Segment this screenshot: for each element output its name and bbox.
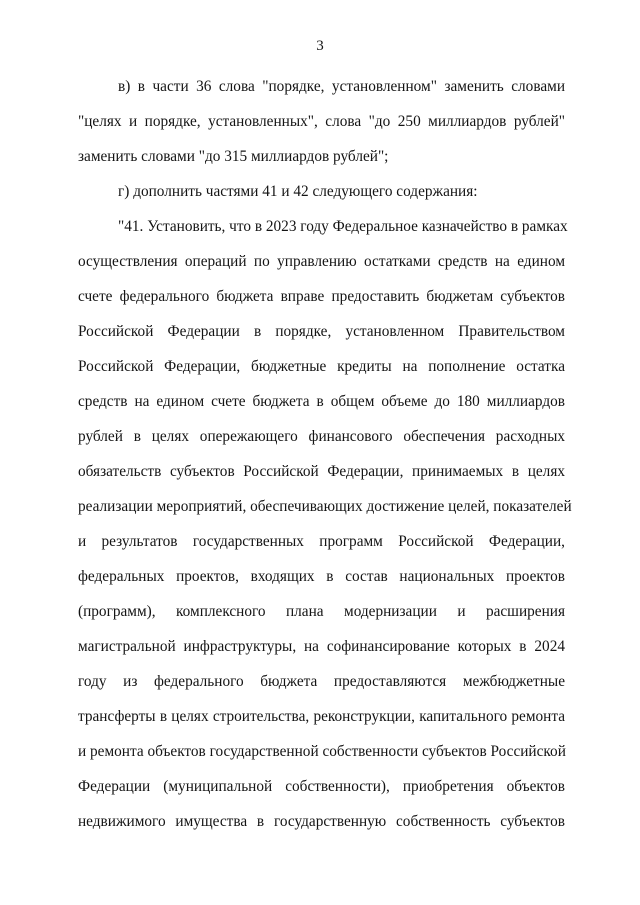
text-line-clause-v: в) в части 36 слова "порядке, установленном" заменить словами (118, 78, 565, 95)
text-line: и результатов государственных программ Российской Федерации, (78, 533, 565, 550)
text-line: году из федерального бюджета предоставляются межбюджетные (78, 673, 565, 690)
text-line: Федерации (муниципальной собственности), приобретения объектов (78, 778, 565, 795)
text-line: федеральных проектов, входящих в состав национальных проектов (78, 568, 565, 585)
text-line: и ремонта объектов государственной собственности субъектов Российской (78, 743, 566, 760)
text-line: обязательств субъектов Российской Федерации, принимаемых в целях (78, 463, 565, 480)
text-line: осуществления операций по управлению остатками средств на едином (78, 253, 565, 270)
text-line: счете федерального бюджета вправе предоставить бюджетам субъектов (78, 288, 565, 305)
text-line: средств на едином счете бюджета в общем объеме до 180 миллиардов (78, 393, 565, 410)
text-line: "целях и порядке, установленных", слова "до 250 миллиардов рублей" (78, 113, 565, 130)
text-line-clause-g: г) дополнить частями 41 и 42 следующего содержания: (118, 183, 478, 200)
text-line: трансферты в целях строительства, реконструкции, капитального ремонта (78, 708, 565, 725)
text-line-paragraph-41: "41. Установить, что в 2023 году Федеральное казначейство в рамках (118, 218, 568, 235)
text-line: (программ), комплексного плана модернизации и расширения (78, 603, 565, 620)
text-line: заменить словами "до 315 миллиардов рублей"; (78, 148, 389, 165)
page-number: 3 (316, 38, 324, 54)
text-line: недвижимого имущества в государственную собственность субъектов (78, 813, 565, 830)
text-line: Российской Федерации в порядке, установленном Правительством (78, 323, 565, 340)
text-line: магистральной инфраструктуры, на софинансирование которых в 2024 (78, 638, 565, 655)
text-line: рублей в целях опережающего финансового обеспечения расходных (78, 428, 565, 445)
text-line: реализации мероприятий, обеспечивающих достижение целей, показателей (78, 498, 572, 515)
text-line: Российской Федерации, бюджетные кредиты на пополнение остатка (78, 358, 565, 375)
